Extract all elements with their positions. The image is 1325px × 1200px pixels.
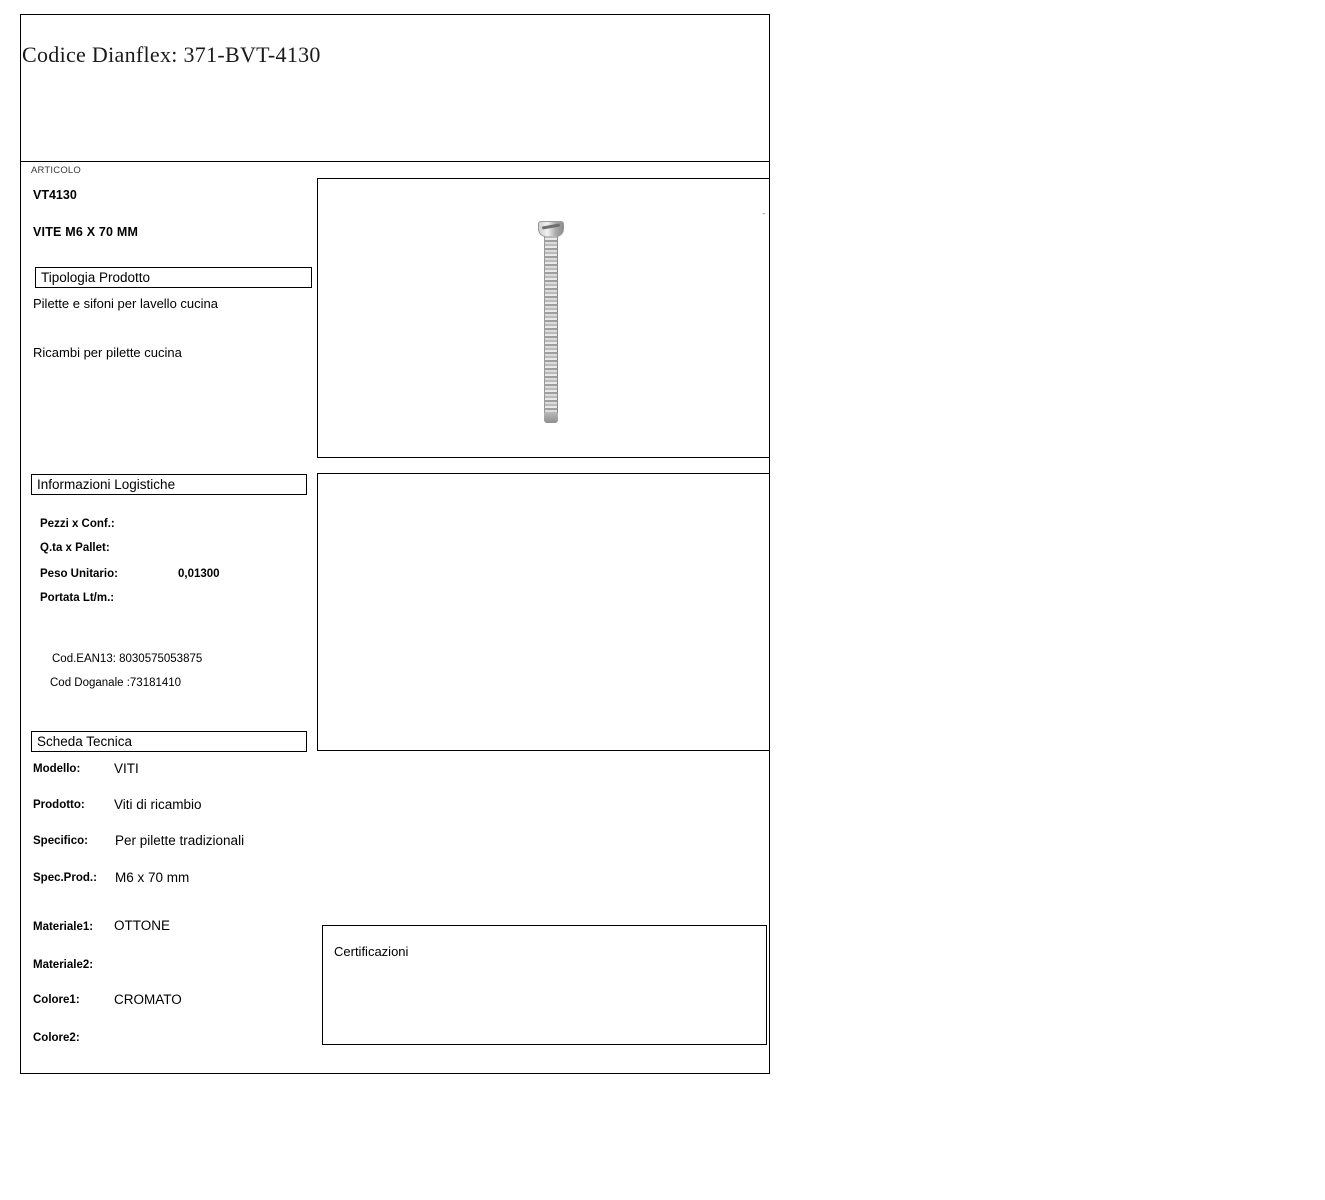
tech-label-specifico: Specifico: [33, 835, 88, 847]
tech-label-materiale2: Materiale2: [33, 959, 94, 971]
tech-label-colore2: Colore2: [33, 1032, 80, 1044]
tech-label-specprod: Spec.Prod.: [33, 872, 97, 884]
logistica-label-portata: Portata Lt/m.: [40, 592, 115, 604]
logistica-label-peso: Peso Unitario: [40, 568, 118, 580]
tech-value-specifico: Per pilette tradizionali [115, 833, 245, 848]
tech-label-modello: Modello: [33, 763, 81, 775]
section-header-logistica: Informazioni Logistiche [31, 474, 307, 495]
tech-value-modello: VITI [114, 761, 139, 776]
title-band [20, 14, 770, 162]
screw-thread [544, 236, 558, 414]
articolo-caption: ARTICOLO [31, 165, 81, 176]
tech-label-materiale1: Materiale1: [33, 921, 94, 933]
certifications-label: Certificazioni [334, 944, 409, 959]
tech-value-colore1: CROMATO [114, 992, 182, 1007]
section-header-scheda: Scheda Tecnica [31, 731, 307, 752]
page-title: Codice Dianflex: 371-BVT-4130 [22, 42, 321, 67]
image-marker: - [762, 209, 765, 218]
screw-tip [544, 413, 558, 423]
tech-value-materiale1: OTTONE [114, 918, 171, 933]
customs-code: Cod Doganale :73181410 [50, 677, 182, 689]
tech-label-colore1: Colore1: [33, 994, 80, 1006]
tech-value-prodotto: Viti di ricambio [114, 797, 202, 812]
tech-value-specprod: M6 x 70 mm [115, 870, 190, 885]
screw-icon [536, 221, 566, 427]
logistica-label-pezzi: Pezzi x Conf.: [40, 518, 115, 530]
certifications-frame [322, 925, 767, 1045]
tipologia-line-2: Ricambi per pilette cucina [33, 345, 182, 360]
tipologia-line-1: Pilette e sifoni per lavello cucina [33, 296, 218, 311]
logistics-image-frame [317, 473, 770, 751]
logistica-value-peso: 0,01300 [178, 568, 220, 580]
product-image-frame [317, 178, 770, 458]
section-header-tipologia: Tipologia Prodotto [35, 267, 312, 288]
article-code: VT4130 [33, 188, 77, 202]
logistica-label-pallet: Q.ta x Pallet: [40, 542, 110, 554]
ean-code: Cod.EAN13: 8030575053875 [52, 653, 203, 665]
tech-label-prodotto: Prodotto: [33, 799, 85, 811]
article-description: VITE M6 X 70 MM [33, 225, 139, 239]
